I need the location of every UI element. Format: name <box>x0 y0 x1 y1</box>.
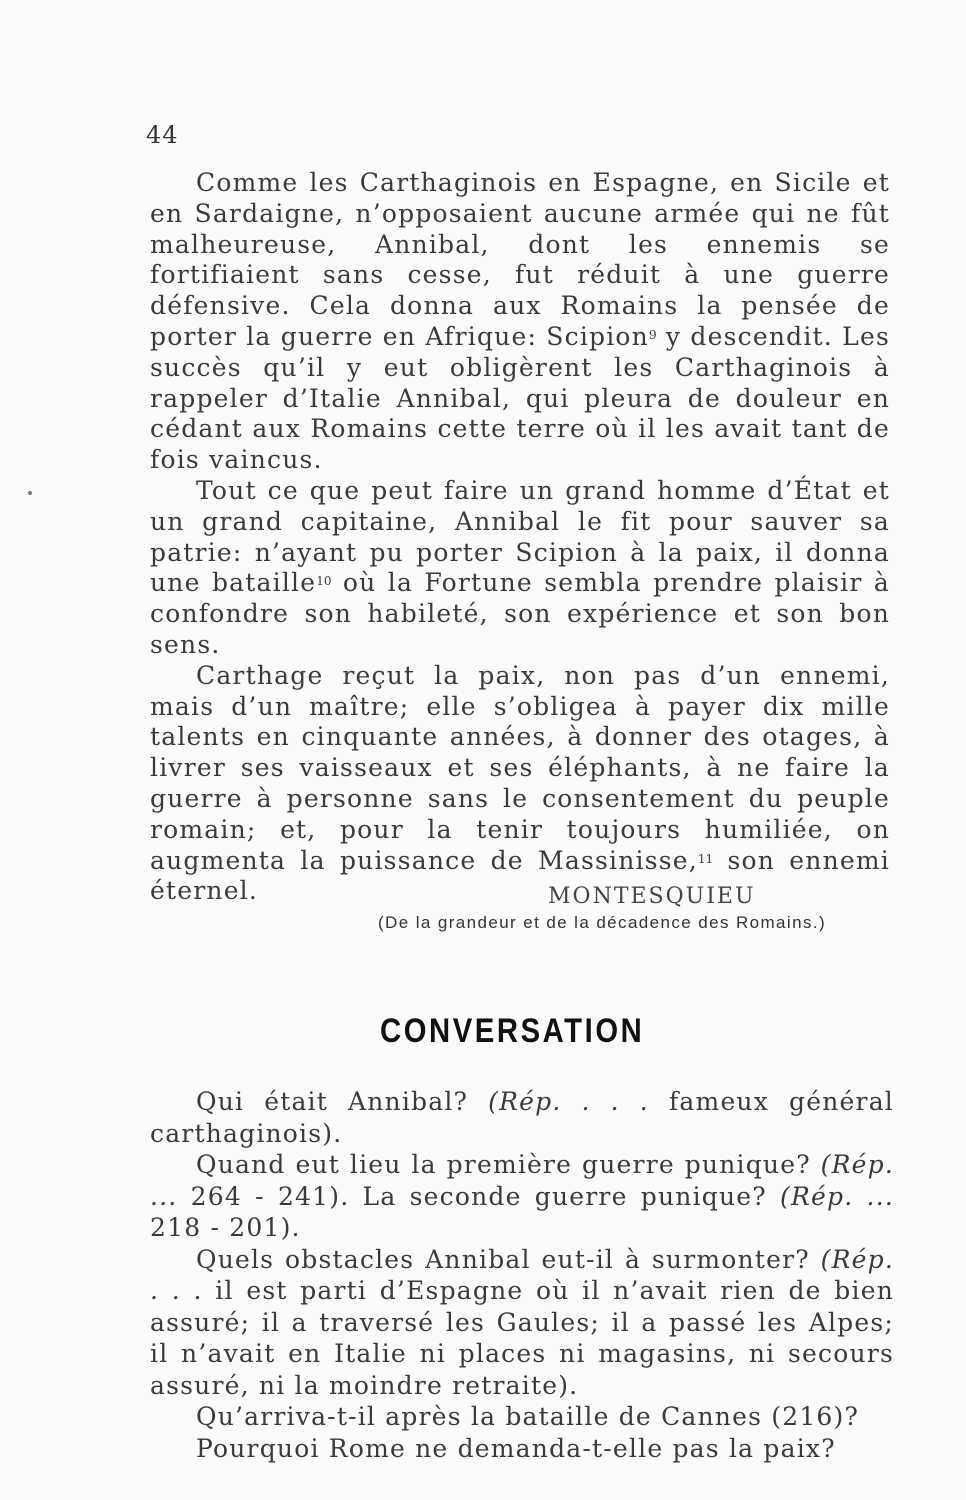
answer-prompt: (Rép. . . . <box>150 1244 894 1305</box>
text-run: Quand eut lieu la première guerre punique? <box>196 1150 821 1179</box>
text-run: y descendit. Les succès qu’il y eut obligèrent les Carthaginois à rappeler d’Italie Annibal, qui pleura de douleur en cédant aux Romains cette terre où il les avait tant de fois vaincus. <box>150 321 890 475</box>
text-run: Carthage reçut la paix, non pas d’un ennemi, mais d’un maître; elle s’obligea à payer dix mille talents en cinquante années, à donner des otages, à livrer ses vaisseaux et ses éléphants, à ne faire la guerre à personne sans le consentement du peuple romain; et, pour la tenir toujours humiliée, on augmenta la puissance de Massinisse, <box>150 660 890 875</box>
conversation-paragraph <box>150 1401 894 1433</box>
text-run: son ennemi éternel. <box>150 845 890 906</box>
excerpt-paragraph <box>150 661 890 907</box>
text-run: 264 - 241). La seconde guerre punique? <box>177 1181 781 1211</box>
text-run: Quels obstacles Annibal eut-il à surmonter? <box>196 1244 821 1274</box>
page-number: 44 <box>146 121 179 149</box>
excerpt-text <box>150 168 890 907</box>
text-run: il est parti d’Espagne où il n’avait rien de bien assuré; il a traversé les Gaules; il a passé les Alpes; il n’avait en Italie ni places ni magasins, ni secours assuré, ni la moindre retraite). <box>150 1276 894 1400</box>
conversation-paragraph <box>150 1244 894 1402</box>
text-run: Qui était Annibal? <box>196 1087 489 1116</box>
conversation-paragraph <box>150 1086 894 1149</box>
excerpt-paragraph <box>150 476 890 661</box>
text-run: fameux général carthaginois). <box>150 1087 894 1148</box>
text-run: 218 - 201). <box>150 1213 301 1242</box>
stray-mark <box>28 491 32 495</box>
footnote-reference: 9 <box>648 327 657 342</box>
answer-prompt: (Rép. . . . <box>488 1087 649 1116</box>
text-run: Tout ce que peut faire un grand homme d’État et un grand capitaine, Annibal le fit pour sauver sa patrie: n’ayant pu porter Scipion à la paix, il donna une bataille <box>150 475 890 598</box>
text-run: où la Fortune sembla prendre plaisir à confondre son habileté, son expérience et son bon sens. <box>150 568 890 659</box>
section-title: CONVERSATION <box>380 1012 645 1050</box>
text-run: Comme les Carthaginois en Espagne, en Sicile et en Sardaigne, n’opposaient aucune armée qui ne fût malheureuse, Annibal, dont les ennemis se fortifiaient sans cesse, fut réduit à une guerre défensive. Cela donna aux Romains la pensée de porter la guerre en Afrique: Scipion <box>150 168 890 351</box>
answer-prompt: (Rép. ... <box>780 1181 894 1211</box>
conversation-paragraph <box>150 1433 894 1465</box>
conversation-text <box>150 1086 894 1464</box>
footnote-reference: 11 <box>697 851 714 866</box>
conversation-paragraph <box>150 1149 894 1244</box>
text-run: Pourquoi Rome ne demanda-t-elle pas la paix? <box>196 1433 836 1463</box>
excerpt-paragraph <box>150 168 890 476</box>
author-signature: MONTESQUIEU <box>548 884 756 909</box>
source-citation: (De la grandeur et de la décadence des Romains.) <box>378 913 827 932</box>
text-run: Qu’arriva-t-il après la bataille de Cannes (216)? <box>196 1402 860 1431</box>
footnote-reference: 10 <box>316 574 332 589</box>
answer-prompt: (Rép. ... <box>150 1150 894 1211</box>
